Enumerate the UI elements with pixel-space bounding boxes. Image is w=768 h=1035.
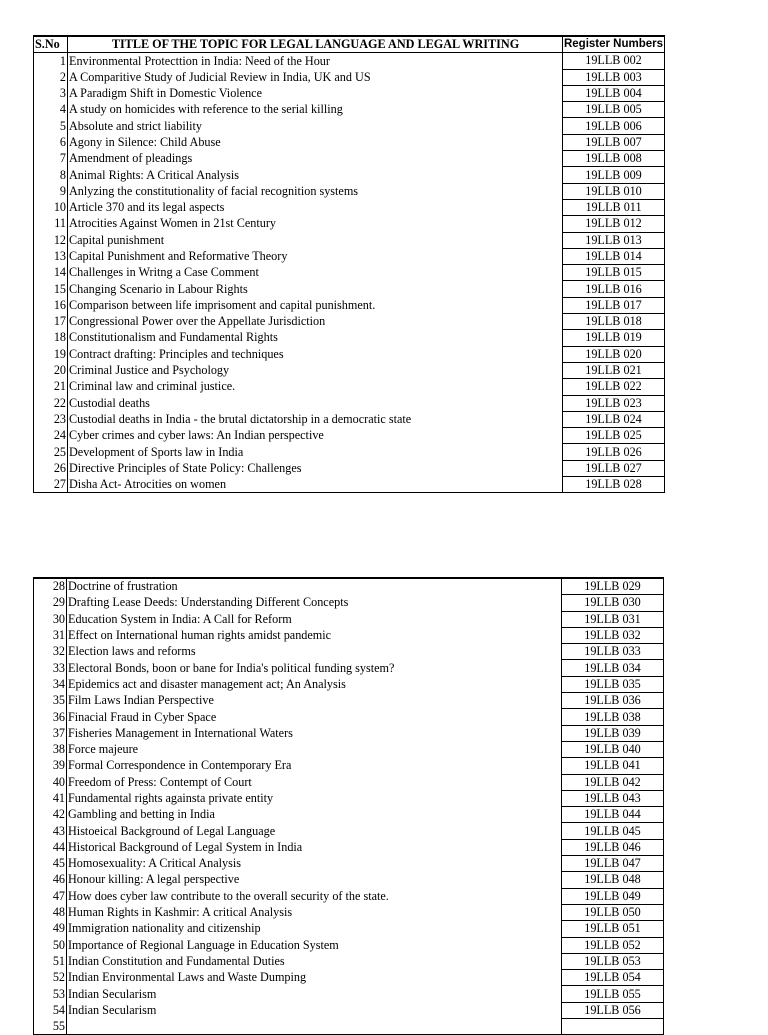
serial-number: 22 (34, 395, 68, 411)
table-row (34, 839, 664, 855)
topic-title: Fundamental rights againsta private entity (67, 790, 562, 806)
register-number: 19LLB 004 (563, 85, 665, 101)
table-row (34, 611, 664, 627)
register-number: 19LLB 056 (562, 1002, 664, 1018)
topic-title: Indian Environmental Laws and Waste Dumping (67, 970, 562, 986)
topic-title: Film Laws Indian Perspective (67, 693, 562, 709)
table-row (34, 856, 664, 872)
table-row (34, 693, 664, 709)
register-number: 19LLB 002 (563, 53, 665, 69)
table-row (34, 362, 665, 378)
table-row (34, 183, 665, 199)
serial-number: 44 (34, 839, 67, 855)
topic-title (67, 1019, 562, 1035)
register-number: 19LLB 013 (563, 232, 665, 248)
serial-number: 2 (34, 69, 68, 85)
register-number: 19LLB 007 (563, 134, 665, 150)
register-number: 19LLB 033 (562, 644, 664, 660)
register-number: 19LLB 034 (562, 660, 664, 676)
serial-number: 52 (34, 970, 67, 986)
topic-title: Custodial deaths (68, 395, 563, 411)
topic-title: Importance of Regional Language in Education System (67, 937, 562, 953)
serial-number: 29 (34, 595, 67, 611)
register-number: 19LLB 022 (563, 379, 665, 395)
serial-number: 36 (34, 709, 67, 725)
serial-number: 53 (34, 986, 67, 1002)
table-row (34, 346, 665, 362)
register-number: 19LLB 017 (563, 297, 665, 313)
register-number: 19LLB 044 (562, 807, 664, 823)
serial-number: 38 (34, 741, 67, 757)
table-row (34, 790, 664, 806)
serial-number: 47 (34, 888, 67, 904)
topic-title: Criminal law and criminal justice. (68, 379, 563, 395)
register-number: 19LLB 018 (563, 314, 665, 330)
serial-number: 50 (34, 937, 67, 953)
serial-number: 8 (34, 167, 68, 183)
topics-table-1 (33, 35, 665, 493)
register-number: 19LLB 006 (563, 118, 665, 134)
register-number: 19LLB 040 (562, 741, 664, 757)
table-row (34, 937, 664, 953)
serial-number: 27 (34, 477, 68, 493)
topics-table-2 (33, 577, 664, 1035)
table-row (34, 627, 664, 643)
serial-number: 25 (34, 444, 68, 460)
serial-number: 45 (34, 856, 67, 872)
register-number: 19LLB 015 (563, 265, 665, 281)
topic-title: Animal Rights: A Critical Analysis (68, 167, 563, 183)
topic-title: Electoral Bonds, boon or bane for India's political funding system? (67, 660, 562, 676)
topic-title: Drafting Lease Deeds: Understanding Different Concepts (67, 595, 562, 611)
serial-number: 26 (34, 460, 68, 476)
topic-title: Agony in Silence: Child Abuse (68, 134, 563, 150)
serial-number: 5 (34, 118, 68, 134)
table-row (34, 248, 665, 264)
serial-number: 42 (34, 807, 67, 823)
serial-number: 41 (34, 790, 67, 806)
register-number (562, 1019, 664, 1035)
table-row (34, 281, 665, 297)
serial-number: 6 (34, 134, 68, 150)
serial-number: 18 (34, 330, 68, 346)
topic-title: Challenges in Writng a Case Comment (68, 265, 563, 281)
table-row (34, 986, 664, 1002)
register-number: 19LLB 010 (563, 183, 665, 199)
register-number: 19LLB 024 (563, 411, 665, 427)
topic-title: Capital Punishment and Reformative Theory (68, 248, 563, 264)
table-row (34, 823, 664, 839)
topic-title: How does cyber law contribute to the overall security of the state. (67, 888, 562, 904)
serial-number: 28 (34, 578, 67, 595)
topic-title: Congressional Power over the Appellate Jurisdiction (68, 314, 563, 330)
register-number: 19LLB 011 (563, 199, 665, 215)
serial-number: 3 (34, 85, 68, 101)
topic-title: Education System in India: A Call for Reform (67, 611, 562, 627)
topic-title: Formal Correspondence in Contemporary Era (67, 758, 562, 774)
table-row (34, 1019, 664, 1035)
serial-number: 37 (34, 725, 67, 741)
register-number: 19LLB 049 (562, 888, 664, 904)
topic-title: Absolute and strict liability (68, 118, 563, 134)
topic-title: Article 370 and its legal aspects (68, 199, 563, 215)
serial-number: 9 (34, 183, 68, 199)
topic-title: Comparison between life imprisoment and capital punishment. (68, 297, 563, 313)
table-row (34, 118, 665, 134)
table-header-row (34, 36, 665, 53)
topic-title: Atrocities Against Women in 21st Century (68, 216, 563, 232)
topic-title: Indian Constitution and Fundamental Duties (67, 953, 562, 969)
register-number: 19LLB 025 (563, 428, 665, 444)
serial-number: 16 (34, 297, 68, 313)
register-number: 19LLB 031 (562, 611, 664, 627)
serial-number: 33 (34, 660, 67, 676)
topic-title: Historical Background of Legal System in India (67, 839, 562, 855)
register-number: 19LLB 020 (563, 346, 665, 362)
serial-number: 4 (34, 102, 68, 118)
table-row (34, 102, 665, 118)
serial-number: 1 (34, 53, 68, 69)
serial-number: 40 (34, 774, 67, 790)
table-row (34, 428, 665, 444)
table-row (34, 151, 665, 167)
table-row (34, 297, 665, 313)
topic-title: Freedom of Press: Contempt of Court (67, 774, 562, 790)
table-row (34, 216, 665, 232)
serial-number: 21 (34, 379, 68, 395)
serial-number: 34 (34, 676, 67, 692)
serial-number: 30 (34, 611, 67, 627)
register-number: 19LLB 005 (563, 102, 665, 118)
table-row (34, 888, 664, 904)
topic-title: Disha Act- Atrocities on women (68, 477, 563, 493)
topic-title: Capital punishment (68, 232, 563, 248)
table-row (34, 725, 664, 741)
topic-title: Effect on International human rights amidst pandemic (67, 627, 562, 643)
register-number: 19LLB 008 (563, 151, 665, 167)
register-number: 19LLB 028 (563, 477, 665, 493)
register-number: 19LLB 019 (563, 330, 665, 346)
table-row (34, 444, 665, 460)
serial-number: 35 (34, 693, 67, 709)
register-number: 19LLB 047 (562, 856, 664, 872)
topic-title: A Paradigm Shift in Domestic Violence (68, 85, 563, 101)
serial-number: 31 (34, 627, 67, 643)
topic-title: Epidemics act and disaster management act; An Analysis (67, 676, 562, 692)
serial-number: 55 (34, 1019, 67, 1035)
topic-title: Constitutionalism and Fundamental Rights (68, 330, 563, 346)
table-row (34, 330, 665, 346)
serial-number: 19 (34, 346, 68, 362)
table-row (34, 741, 664, 757)
serial-number: 24 (34, 428, 68, 444)
table-body-1 (34, 53, 665, 493)
table-row (34, 411, 665, 427)
table-row (34, 265, 665, 281)
table-row (34, 970, 664, 986)
topic-title: Finacial Fraud in Cyber Space (67, 709, 562, 725)
serial-number: 13 (34, 248, 68, 264)
sno-header: S.No (34, 36, 68, 53)
serial-number: 11 (34, 216, 68, 232)
topic-title: A study on homicides with reference to the serial killing (68, 102, 563, 118)
serial-number: 23 (34, 411, 68, 427)
topic-title: Changing Scenario in Labour Rights (68, 281, 563, 297)
register-number: 19LLB 041 (562, 758, 664, 774)
table-row (34, 460, 665, 476)
table-row (34, 709, 664, 725)
register-number: 19LLB 032 (562, 627, 664, 643)
register-number: 19LLB 014 (563, 248, 665, 264)
serial-number: 20 (34, 362, 68, 378)
serial-number: 14 (34, 265, 68, 281)
topic-title: Amendment of pleadings (68, 151, 563, 167)
register-number: 19LLB 045 (562, 823, 664, 839)
table-row (34, 872, 664, 888)
serial-number: 12 (34, 232, 68, 248)
serial-number: 51 (34, 953, 67, 969)
table-row (34, 595, 664, 611)
register-number: 19LLB 009 (563, 167, 665, 183)
register-number: 19LLB 042 (562, 774, 664, 790)
topic-title: Indian Secularism (67, 986, 562, 1002)
topic-title: Development of Sports law in India (68, 444, 563, 460)
register-number: 19LLB 046 (562, 839, 664, 855)
topic-title: Honour killing: A legal perspective (67, 872, 562, 888)
register-number: 19LLB 003 (563, 69, 665, 85)
register-number: 19LLB 052 (562, 937, 664, 953)
serial-number: 17 (34, 314, 68, 330)
register-number: 19LLB 023 (563, 395, 665, 411)
topic-title: Force majeure (67, 741, 562, 757)
table-row (34, 807, 664, 823)
register-number: 19LLB 055 (562, 986, 664, 1002)
table-row (34, 232, 665, 248)
topic-title: Directive Principles of State Policy: Challenges (68, 460, 563, 476)
serial-number: 10 (34, 199, 68, 215)
serial-number: 54 (34, 1002, 67, 1018)
table-row (34, 53, 665, 69)
table-row (34, 774, 664, 790)
topic-title: Doctrine of frustration (67, 578, 562, 595)
table-row (34, 395, 665, 411)
topic-title: A Comparitive Study of Judicial Review in India, UK and US (68, 69, 563, 85)
topic-title: Anlyzing the constitutionality of facial recognition systems (68, 183, 563, 199)
register-number: 19LLB 050 (562, 904, 664, 920)
register-number: 19LLB 036 (562, 693, 664, 709)
register-number: 19LLB 035 (562, 676, 664, 692)
topic-title: Human Rights in Kashmir: A critical Analysis (67, 904, 562, 920)
title-header: TITLE OF THE TOPIC FOR LEGAL LANGUAGE AND LEGAL WRITING (68, 36, 563, 53)
register-number: 19LLB 054 (562, 970, 664, 986)
topic-title: Homosexuality: A Critical Analysis (67, 856, 562, 872)
table-row (34, 644, 664, 660)
table-row (34, 758, 664, 774)
serial-number: 49 (34, 921, 67, 937)
register-number: 19LLB 053 (562, 953, 664, 969)
topic-title: Election laws and reforms (67, 644, 562, 660)
serial-number: 48 (34, 904, 67, 920)
table-row (34, 660, 664, 676)
register-number: 19LLB 026 (563, 444, 665, 460)
table-row (34, 904, 664, 920)
table-row (34, 676, 664, 692)
register-number: 19LLB 039 (562, 725, 664, 741)
table-row (34, 199, 665, 215)
table-row (34, 477, 665, 493)
register-number: 19LLB 016 (563, 281, 665, 297)
register-number: 19LLB 021 (563, 362, 665, 378)
serial-number: 39 (34, 758, 67, 774)
topic-title: Cyber crimes and cyber laws: An Indian perspective (68, 428, 563, 444)
table-row (34, 379, 665, 395)
serial-number: 7 (34, 151, 68, 167)
register-number: 19LLB 027 (563, 460, 665, 476)
topic-title: Gambling and betting in India (67, 807, 562, 823)
register-header: Register Numbers (563, 36, 665, 53)
register-number: 19LLB 029 (562, 578, 664, 595)
table-row (34, 314, 665, 330)
topic-title: Custodial deaths in India - the brutal dictatorship in a democratic state (68, 411, 563, 427)
topic-title: Criminal Justice and Psychology (68, 362, 563, 378)
topic-title: Environmental Protecttion in India: Need of the Hour (68, 53, 563, 69)
topic-title: Fisheries Management in International Waters (67, 725, 562, 741)
table-row (34, 953, 664, 969)
topic-title: Contract drafting: Principles and techniques (68, 346, 563, 362)
serial-number: 15 (34, 281, 68, 297)
table-row (34, 578, 664, 595)
table-row (34, 921, 664, 937)
table-row (34, 85, 665, 101)
topic-title: Histoeical Background of Legal Language (67, 823, 562, 839)
serial-number: 46 (34, 872, 67, 888)
table-row (34, 167, 665, 183)
topic-title: Immigration nationality and citizenship (67, 921, 562, 937)
register-number: 19LLB 043 (562, 790, 664, 806)
topic-title: Indian Secularism (67, 1002, 562, 1018)
register-number: 19LLB 012 (563, 216, 665, 232)
serial-number: 43 (34, 823, 67, 839)
table-body-2 (34, 578, 664, 1035)
register-number: 19LLB 038 (562, 709, 664, 725)
register-number: 19LLB 048 (562, 872, 664, 888)
table-row (34, 69, 665, 85)
table-row (34, 134, 665, 150)
serial-number: 32 (34, 644, 67, 660)
register-number: 19LLB 051 (562, 921, 664, 937)
table-row (34, 1002, 664, 1018)
register-number: 19LLB 030 (562, 595, 664, 611)
